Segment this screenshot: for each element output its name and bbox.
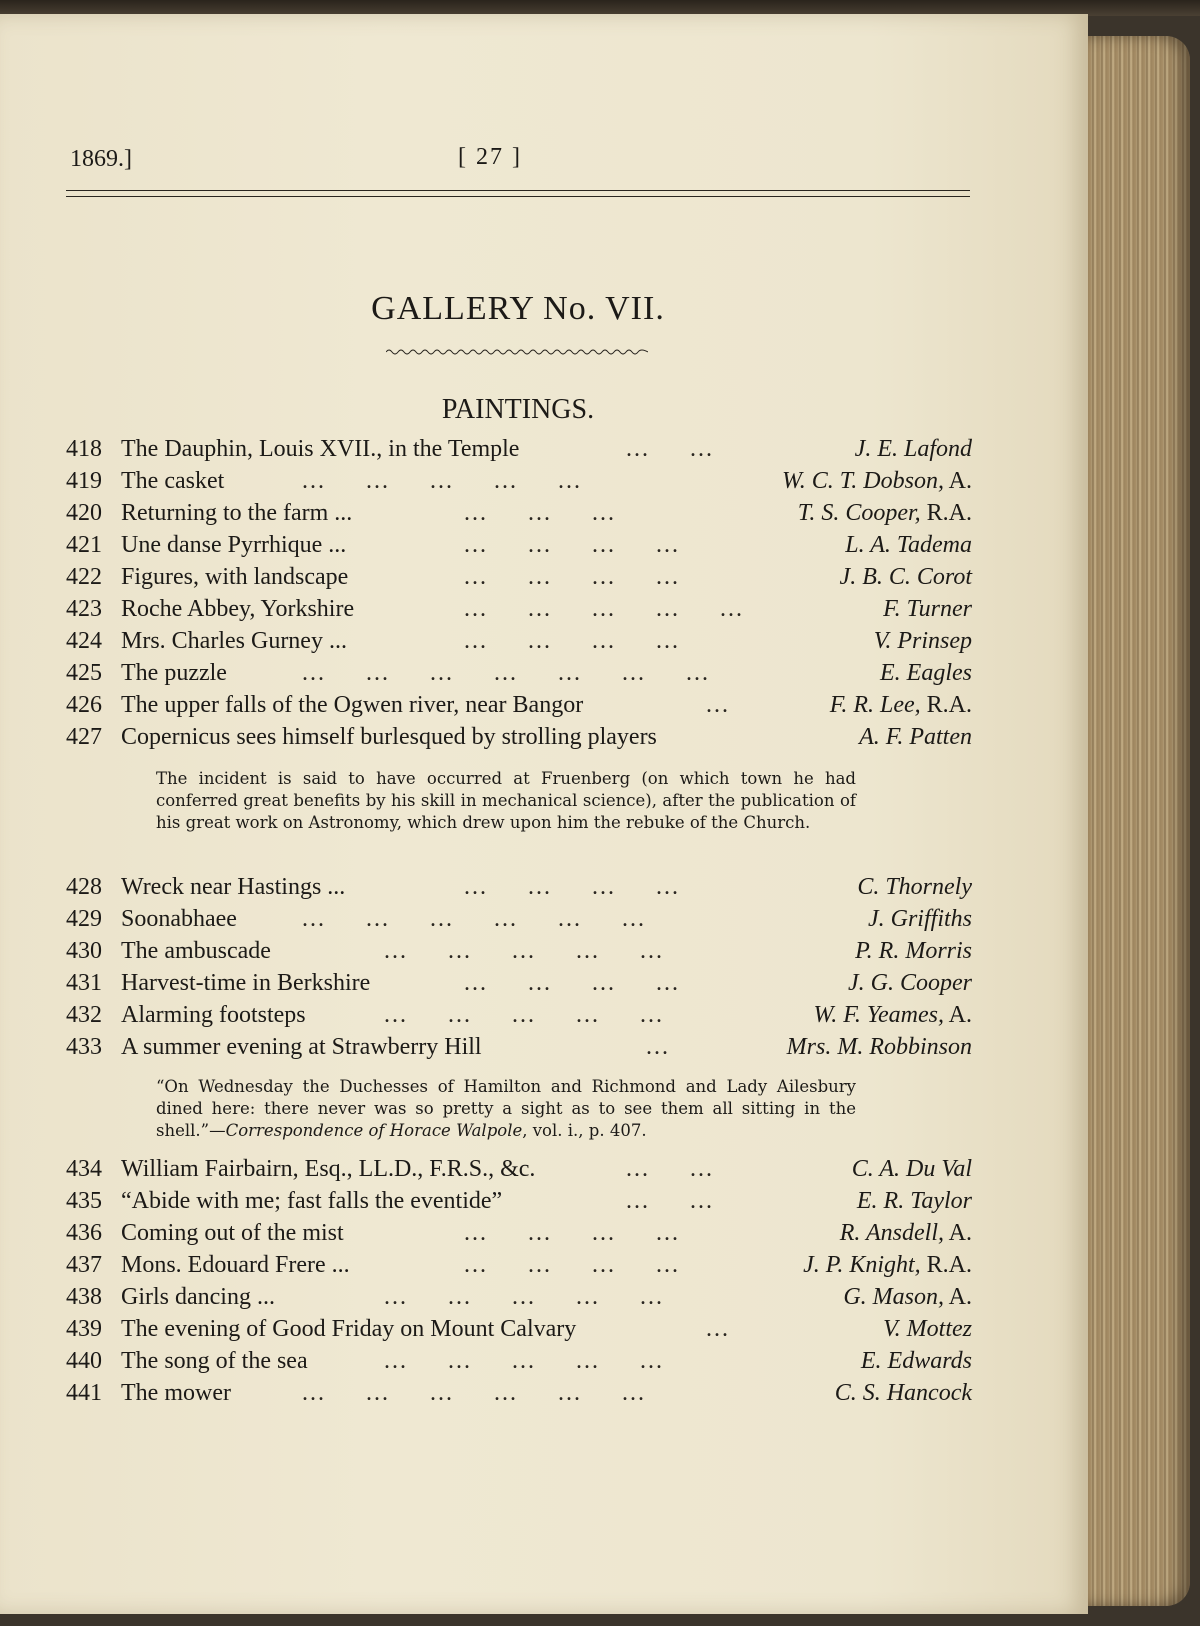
note-source: Correspondence of Horace Walpole	[225, 1121, 523, 1140]
page-edges	[1082, 36, 1190, 1606]
artist-name: C. S. Hancock	[834, 1380, 972, 1406]
entry-title: The song of the sea	[121, 1348, 308, 1374]
entry-number: 422	[66, 564, 102, 590]
entry-artist	[857, 1188, 972, 1215]
entry-leader-dots: ...	[706, 1316, 730, 1342]
catalogue-entry	[66, 660, 972, 692]
entry-artist	[855, 938, 972, 965]
catalogue-entry	[66, 1316, 972, 1348]
entry-title: Returning to the farm ...	[121, 500, 353, 526]
note-quote: “On Wednesday the Duchesses of Hamilton and Richmond and Lady Ailesbury dined here: there never was so pretty a sight as to see them all sitting in the shell.”—	[156, 1077, 856, 1140]
entry-title: The mower	[121, 1380, 231, 1406]
entry-title: “Abide with me; fast falls the eventide”	[121, 1188, 503, 1214]
artist-name: V. Mottez	[883, 1316, 972, 1342]
entry-number: 434	[66, 1156, 102, 1182]
entry-artist	[857, 874, 972, 901]
note-copernicus: The incident is said to have occurred at Fruenberg (on which town he had conferred great benefits by his skill in mechanical science), after the publication of his great work on Astronomy, which drew upon him the rebuke of the Church.	[156, 769, 856, 832]
header-rule	[66, 190, 970, 197]
entry-number: 436	[66, 1220, 102, 1246]
catalogue-entry	[66, 1348, 972, 1380]
entry-title: Alarming footsteps	[121, 1002, 306, 1028]
entry-artist	[782, 468, 972, 495]
artist-honour: A.	[943, 1220, 972, 1246]
catalogue-entry	[66, 938, 972, 970]
entry-leader-dots: ... ... ... ... ... ...	[302, 906, 646, 932]
entry-number: 433	[66, 1034, 102, 1060]
entry-artist	[798, 500, 972, 527]
section-title: PAINTINGS.	[441, 394, 595, 425]
entry-title: The evening of Good Friday on Mount Calvary	[121, 1316, 577, 1342]
catalogue-entry	[66, 468, 972, 500]
entry-title: Mons. Edouard Frere ...	[121, 1252, 350, 1278]
catalogue-entry	[66, 436, 972, 468]
page-content	[66, 134, 972, 1406]
wavy-ornament	[386, 348, 648, 356]
gallery-title: GALLERY No. VII.	[371, 290, 665, 327]
entry-title: The ambuscade	[121, 938, 271, 964]
entry-artist	[852, 1156, 972, 1183]
entries-group-c	[66, 1156, 972, 1412]
entry-title: Coming out of the mist	[121, 1220, 344, 1246]
artist-name: A. F. Patten	[859, 724, 972, 750]
entry-artist	[845, 532, 972, 559]
entry-number: 419	[66, 468, 102, 494]
entry-artist	[883, 1316, 972, 1343]
entry-leader-dots: ...	[706, 692, 730, 718]
artist-honour: A.	[943, 1002, 972, 1028]
artist-name: F. Turner	[883, 596, 972, 622]
entry-number: 439	[66, 1316, 102, 1342]
catalogue-entry	[66, 500, 972, 532]
catalogue-entry	[66, 1034, 972, 1066]
artist-name: Mrs. M. Robbinson	[786, 1034, 972, 1060]
entry-number: 418	[66, 436, 102, 462]
artist-name: V. Prinsep	[873, 628, 972, 654]
artist-name: J. B. C. Corot	[839, 564, 972, 590]
note-strawberry-hill	[156, 1076, 856, 1142]
entry-title: The Dauphin, Louis XVII., in the Temple	[121, 436, 520, 462]
running-head-year: 1869.]	[70, 146, 132, 172]
catalogue-entry	[66, 724, 972, 756]
entry-title: Copernicus sees himself burlesqued by strolling players	[121, 724, 657, 750]
entry-number: 423	[66, 596, 102, 622]
note-reference: , vol. i., p. 407.	[522, 1121, 647, 1140]
entries-group-a	[66, 436, 972, 756]
entry-artist	[855, 436, 972, 463]
entry-number: 440	[66, 1348, 102, 1374]
catalogue-entry	[66, 1002, 972, 1034]
entry-title: Figures, with landscape	[121, 564, 349, 590]
entry-number: 438	[66, 1284, 102, 1310]
entry-artist	[883, 596, 972, 623]
entry-leader-dots: ... ... ...	[464, 500, 616, 526]
catalogue-entry	[66, 692, 972, 724]
artist-name: P. R. Morris	[855, 938, 972, 964]
entry-leader-dots: ... ... ... ...	[464, 628, 680, 654]
entry-leader-dots: ... ... ... ...	[464, 1252, 680, 1278]
artist-honour: A.	[943, 1284, 972, 1310]
catalogue-entry	[66, 564, 972, 596]
artist-name: G. Mason,	[843, 1284, 944, 1310]
entry-leader-dots: ... ... ... ... ...	[384, 1348, 664, 1374]
entry-title: Roche Abbey, Yorkshire	[121, 596, 355, 622]
catalogue-entry	[66, 628, 972, 660]
entry-artist	[835, 1380, 972, 1407]
entry-number: 429	[66, 906, 102, 932]
entry-title: The casket	[121, 468, 225, 494]
artist-honour: A.	[943, 468, 972, 494]
entry-title: Mrs. Charles Gurney ...	[121, 628, 347, 654]
artist-name: J. G. Cooper	[848, 970, 972, 996]
entry-number: 425	[66, 660, 102, 686]
entry-artist	[803, 1252, 972, 1279]
artist-name: C. Thornely	[857, 874, 972, 900]
entry-artist	[859, 724, 972, 751]
artist-name: C. A. Du Val	[851, 1156, 972, 1182]
artist-name: J. P. Knight,	[803, 1252, 921, 1278]
entry-leader-dots: ... ... ... ...	[464, 970, 680, 996]
catalogue-entry	[66, 1156, 972, 1188]
page-number: [ 27 ]	[458, 144, 522, 170]
catalogue-entry	[66, 1252, 972, 1284]
entry-artist	[880, 660, 972, 687]
entry-title: Wreck near Hastings ...	[121, 874, 346, 900]
entry-artist	[814, 1002, 973, 1029]
entry-title: Harvest-time in Berkshire	[121, 970, 371, 996]
entry-artist	[840, 564, 972, 591]
entry-artist	[848, 970, 972, 997]
entry-number: 441	[66, 1380, 102, 1406]
catalogue-entry	[66, 1220, 972, 1252]
entry-number: 432	[66, 1002, 102, 1028]
entry-leader-dots: ... ... ... ... ... ...	[302, 1380, 646, 1406]
entry-leader-dots: ... ... ... ... ...	[464, 596, 744, 622]
entry-leader-dots: ... ... ... ... ...	[302, 468, 582, 494]
entry-number: 435	[66, 1188, 102, 1214]
entry-number: 437	[66, 1252, 102, 1278]
entry-title: A summer evening at Strawberry Hill	[121, 1034, 482, 1060]
artist-honour: R.A.	[920, 500, 972, 526]
entry-leader-dots: ... ... ... ...	[464, 564, 680, 590]
entry-title: Girls dancing ...	[121, 1284, 275, 1310]
artist-name: E. Eagles	[880, 660, 972, 686]
entries-group-b	[66, 874, 972, 1066]
artist-name: E. R. Taylor	[856, 1188, 972, 1214]
artist-name: L. A. Tadema	[845, 532, 972, 558]
entry-number: 424	[66, 628, 102, 654]
artist-name: T. S. Cooper,	[797, 500, 921, 526]
entry-number: 426	[66, 692, 102, 718]
entry-leader-dots: ...	[646, 1034, 670, 1060]
artist-name: R. Ansdell,	[839, 1220, 944, 1246]
book-page	[0, 14, 1088, 1614]
entry-artist	[830, 692, 972, 719]
entry-title: The puzzle	[121, 660, 227, 686]
artist-name: J. Griffiths	[867, 906, 972, 932]
entry-title: Une danse Pyrrhique ...	[121, 532, 347, 558]
entry-title: William Fairbairn, Esq., LL.D., F.R.S., &c.	[121, 1156, 536, 1182]
entry-artist	[874, 628, 972, 655]
artist-honour: R.A.	[920, 1252, 972, 1278]
entry-artist	[861, 1348, 972, 1375]
entry-leader-dots: ... ...	[626, 1156, 714, 1182]
catalogue-entry	[66, 596, 972, 628]
artist-name: W. C. T. Dobson,	[781, 468, 944, 494]
entry-artist	[868, 906, 972, 933]
entry-artist	[787, 1034, 972, 1061]
entry-artist	[843, 1284, 972, 1311]
running-head	[66, 134, 972, 174]
entry-number: 421	[66, 532, 102, 558]
catalogue-entry	[66, 532, 972, 564]
entry-title: Soonabhaee	[121, 906, 237, 932]
entry-leader-dots: ... ... ... ... ... ... ...	[302, 660, 710, 686]
entry-leader-dots: ... ... ... ... ...	[384, 938, 664, 964]
entry-title: The upper falls of the Ogwen river, near Bangor	[121, 692, 584, 718]
entry-number: 428	[66, 874, 102, 900]
entry-leader-dots: ... ... ... ...	[464, 532, 680, 558]
entry-number: 420	[66, 500, 102, 526]
catalogue-entry	[66, 906, 972, 938]
artist-name: E. Edwards	[860, 1348, 972, 1374]
entry-number: 427	[66, 724, 102, 750]
catalogue-entry	[66, 1188, 972, 1220]
catalogue-entry	[66, 874, 972, 906]
catalogue-entry	[66, 1380, 972, 1412]
catalogue-entry	[66, 1284, 972, 1316]
artist-name: F. R. Lee,	[829, 692, 921, 718]
entry-leader-dots: ... ... ... ... ...	[384, 1002, 664, 1028]
entry-leader-dots: ... ... ... ...	[464, 1220, 680, 1246]
entry-leader-dots: ... ... ... ...	[464, 874, 680, 900]
entry-leader-dots: ... ...	[626, 1188, 714, 1214]
artist-name: W. F. Yeames,	[813, 1002, 944, 1028]
artist-name: J. E. Lafond	[854, 436, 972, 462]
catalogue-entry	[66, 970, 972, 1002]
entry-number: 431	[66, 970, 102, 996]
entry-artist	[840, 1220, 972, 1247]
entry-leader-dots: ... ... ... ... ...	[384, 1284, 664, 1310]
entry-number: 430	[66, 938, 102, 964]
entry-leader-dots: ... ...	[626, 436, 714, 462]
artist-honour: R.A.	[920, 692, 972, 718]
